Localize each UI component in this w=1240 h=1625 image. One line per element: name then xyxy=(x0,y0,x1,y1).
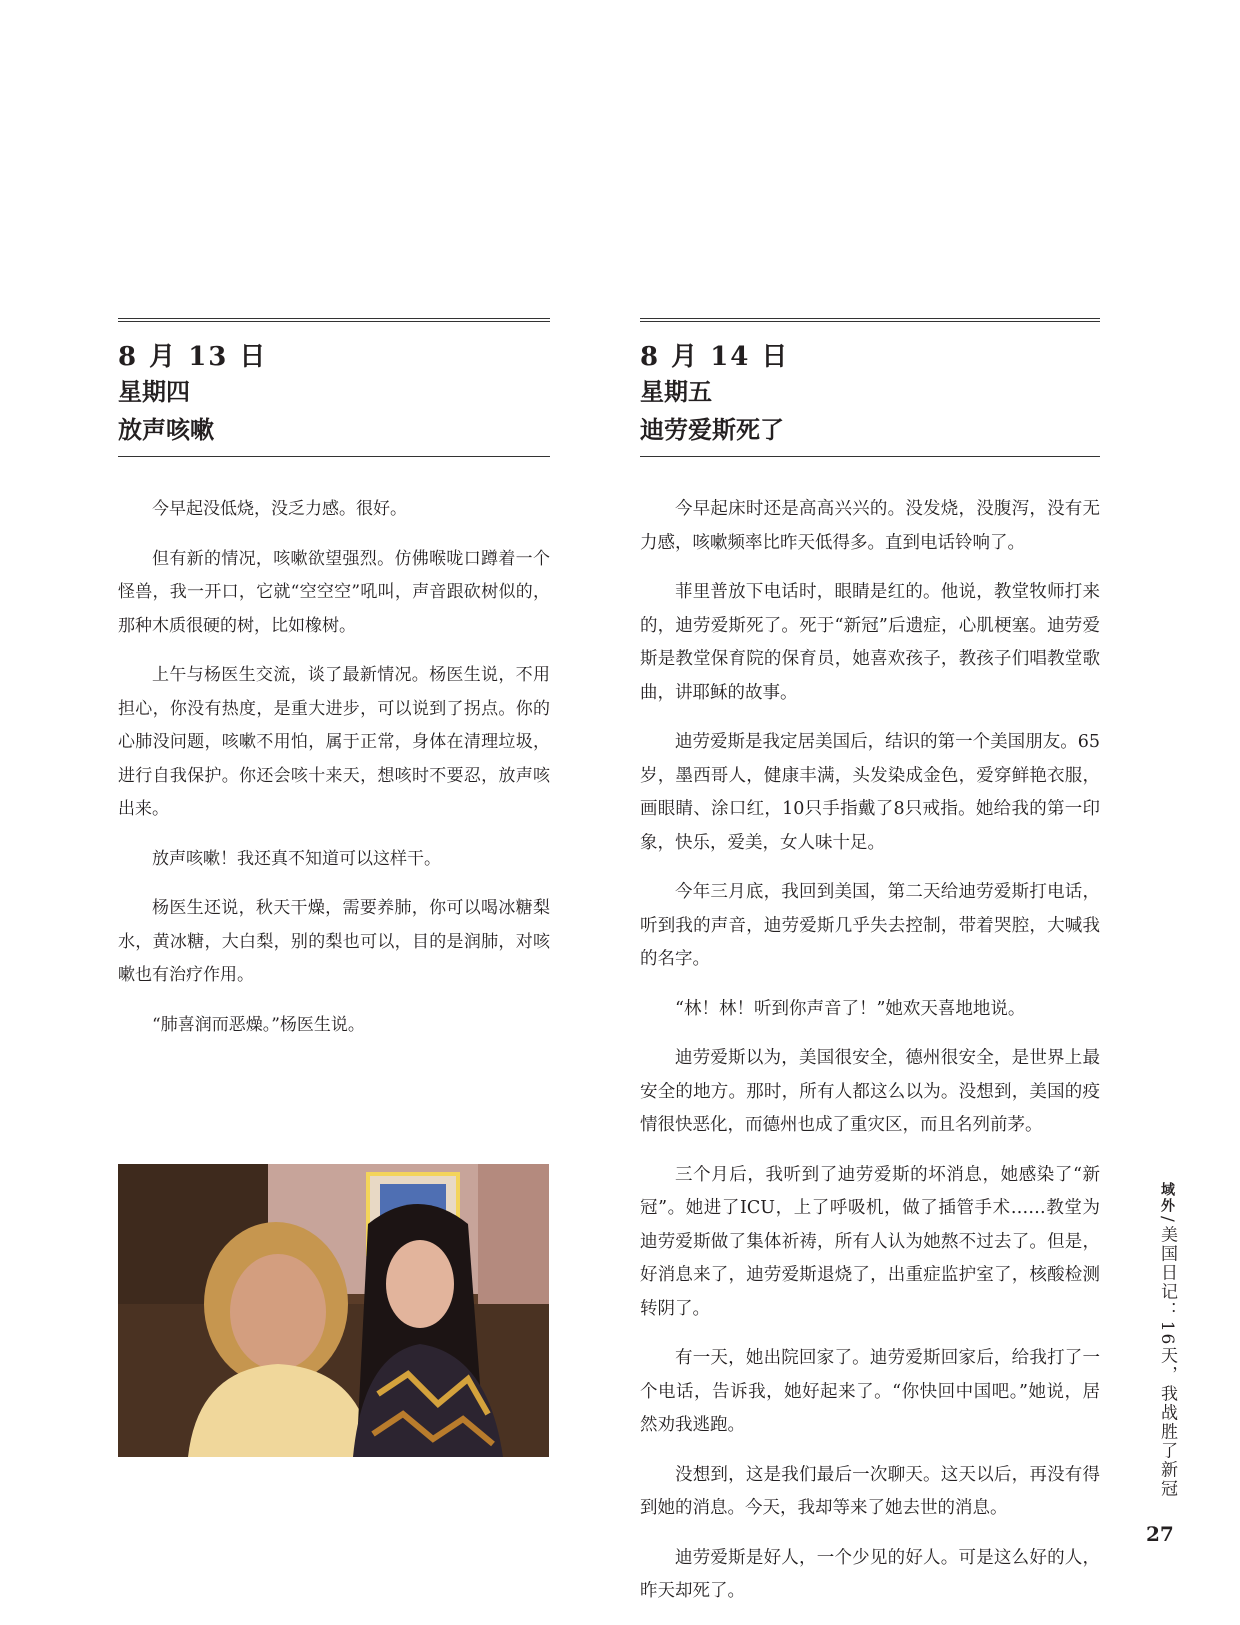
paragraph: 迪劳爱斯是好人，一个少见的好人。可是这么好的人，昨天却死了。 xyxy=(640,1547,1100,1601)
paragraph: 迪劳爱斯以为，美国很安全，德州很安全，是世界上最安全的地方。那时，所有人都这么以为。没想到，美国的疫情很快恶化，而德州也成了重灾区，而且名列前茅。 xyxy=(640,1048,1100,1135)
photo-illustration xyxy=(118,1164,549,1457)
paragraph: 菲里普放下电话时，眼睛是红的。他说，教堂牧师打来的，迪劳爱斯死了。死于“新冠”后遗症，心肌梗塞。迪劳爱斯是教堂保育院的保育员，她喜欢孩子，教孩子们唱教堂歌曲，讲耶稣的故事。 xyxy=(640,582,1100,703)
paragraph: 三个月后，我听到了迪劳爱斯的坏消息，她感染了“新冠”。她进了ICU，上了呼吸机，做了插管手术……教堂为迪劳爱斯做了集体祈祷，所有人认为她熬不过去了。但是，好消息来了，迪劳爱斯退烧了，出重症监护室了，核酸检测转阴了。 xyxy=(640,1164,1100,1319)
page-number: 27 xyxy=(1146,1522,1174,1546)
paragraph: 迪劳爱斯是我定居美国后，结识的第一个美国朋友。65岁，墨西哥人，健康丰满，头发染成金色，爱穿鲜艳衣服，画眼睛、涂口红，10只手指戴了8只戒指。她给我的第一印象，快乐，爱美，女人味十足。 xyxy=(640,732,1100,853)
paragraph: 没想到，这是我们最后一次聊天。这天以后，再没有得到她的消息。今天，我却等来了她去世的消息。 xyxy=(640,1464,1100,1518)
paragraph: 有一天，她出院回家了。迪劳爱斯回家后，给我打了一个电话，告诉我，她好起来了。“你快回中国吧。”她说，居然劝我逃跑。 xyxy=(640,1348,1100,1435)
section-name: 域外 xyxy=(1159,1182,1175,1214)
paragraph: 上午与杨医生交流，谈了最新情况。杨医生说，不用担心，你没有热度，是重大进步，可以说到了拐点。你的心肺没问题，咳嗽不用怕，属于正常，身体在清理垃圾，进行自我保护。你还会咳十来天，想咳时不要忍，放声咳出来。 xyxy=(118,665,550,819)
photo xyxy=(118,1164,549,1457)
side-running-title xyxy=(1150,1182,1180,1498)
paragraph: “肺喜润而恶燥。”杨医生说。 xyxy=(152,1014,365,1035)
separator: / xyxy=(1157,1216,1177,1224)
paragraph: 放声咳嗽！我还真不知道可以这样干。 xyxy=(152,848,441,869)
right-entry-body xyxy=(640,493,1100,1625)
paragraph: 今年三月底，我回到美国，第二天给迪劳爱斯打电话，听到我的声音，迪劳爱斯几乎失去控制，带着哭腔，大喊我的名字。 xyxy=(640,882,1100,969)
left-entry-date: 8 月 13 日 xyxy=(118,342,268,372)
paragraph: 但有新的情况，咳嗽欲望强烈。仿佛喉咙口蹲着一个怪兽，我一开口，它就“空空空”吼叫，声音跟砍树似的，那种木质很硬的树，比如橡树。 xyxy=(118,548,550,636)
paragraph: 今早起床时还是高高兴兴的。没发烧，没腹泻，没有无力感，咳嗽频率比昨天低得多。直到电话铃响了。 xyxy=(640,499,1100,553)
left-entry-weekday: 星期四 xyxy=(118,377,190,406)
left-entry-title: 放声咳嗽 xyxy=(118,415,214,444)
paragraph: “林！林！听到你声音了！”她欢天喜地地说。 xyxy=(675,998,1026,1019)
left-entry-heading xyxy=(118,318,550,457)
article-title: 美国日记：16天，我战胜了新冠 xyxy=(1157,1225,1177,1499)
right-entry-date: 8 月 14 日 xyxy=(640,342,790,372)
right-entry-weekday: 星期五 xyxy=(640,377,712,406)
right-entry-heading xyxy=(640,318,1100,457)
paragraph: 杨医生还说，秋天干燥，需要养肺，你可以喝冰糖梨水，黄冰糖，大白梨，别的梨也可以，目的是润肺，对咳嗽也有治疗作用。 xyxy=(118,898,550,985)
right-entry-title: 迪劳爱斯死了 xyxy=(640,415,784,444)
paragraph: 今早起没低烧，没乏力感。很好。 xyxy=(152,499,407,519)
left-entry-body xyxy=(118,493,550,1058)
